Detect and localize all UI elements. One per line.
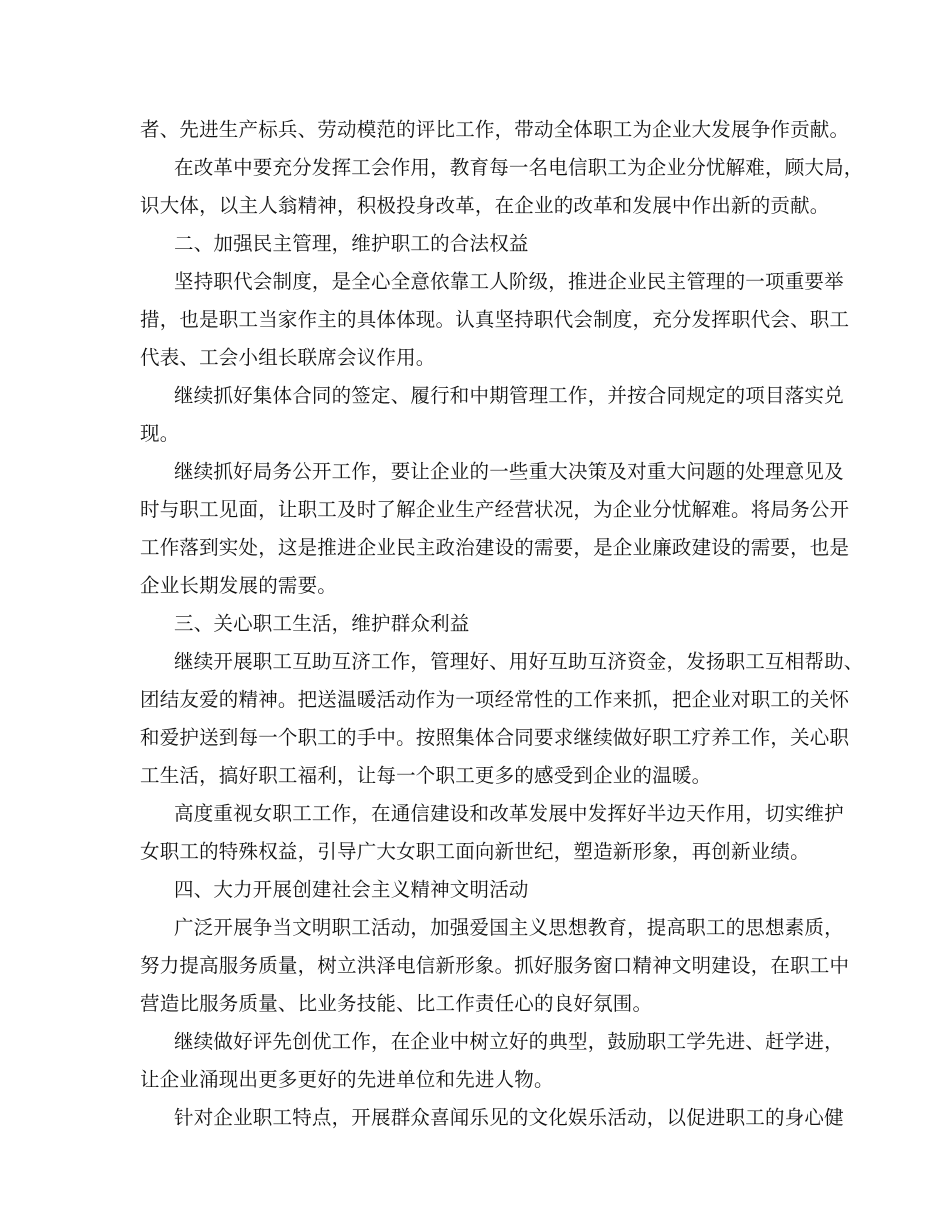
text-line: 让企业涌现出更多更好的先进单位和先进人物。 — [140, 1068, 554, 1091]
text-line: 和爱护送到每一个职工的手中。按照集体合同要求继续做好职工疗养工作，关心职 — [140, 726, 850, 749]
text-line: 代表、工会小组长联席会议作用。 — [140, 346, 436, 369]
text-line: 企业长期发展的需要。 — [140, 574, 338, 597]
paragraph-start-line: 高度重视女职工工作，在通信建设和改革发展中发挥好半边天作用，切实维护 — [174, 802, 844, 825]
text-line: 努力提高服务质量，树立洪泽电信新形象。抓好服务窗口精神文明建设，在职工中 — [140, 954, 850, 977]
section-heading: 四、大力开展创建社会主义精神文明活动 — [174, 878, 529, 901]
text-line: 女职工的特殊权益，引导广大女职工面向新世纪，塑造新形象，再创新业绩。 — [140, 840, 810, 863]
paragraph-start-line: 坚持职代会制度，是全心全意依靠工人阶级，推进企业民主管理的一项重要举 — [174, 270, 844, 293]
text-line: 措，也是职工当家作主的具体体现。认真坚持职代会制度，充分发挥职代会、职工 — [140, 308, 850, 331]
paragraph-start-line: 针对企业职工特点，开展群众喜闻乐见的文化娱乐活动，以促进职工的身心健 — [174, 1106, 844, 1129]
text-line: 者、先进生产标兵、劳动模范的评比工作，带动全体职工为企业大发展争作贡献。 — [140, 118, 850, 141]
paragraph-start-line: 继续做好评先创优工作，在企业中树立好的典型，鼓励职工学先进、赶学进， — [174, 1030, 844, 1053]
text-line: 营造比服务质量、比业务技能、比工作责任心的良好氛围。 — [140, 992, 653, 1015]
text-line: 团结友爱的精神。把送温暖活动作为一项经常性的工作来抓，把企业对职工的关怀 — [140, 688, 850, 711]
paragraph-start-line: 在改革中要充分发挥工会作用，教育每一名电信职工为企业分忧解难，顾大局， — [174, 156, 864, 179]
text-line: 工作落到实处，这是推进企业民主政治建设的需要，是企业廉政建设的需要，也是 — [140, 536, 850, 559]
section-heading: 三、关心职工生活，维护群众利益 — [174, 612, 470, 635]
paragraph-start-line: 继续开展职工互助互济工作，管理好、用好互助互济资金，发扬职工互相帮助、 — [174, 650, 864, 673]
paragraph-start-line: 继续抓好局务公开工作，要让企业的一些重大决策及对重大问题的处理意见及 — [174, 460, 844, 483]
section-heading: 二、加强民主管理，维护职工的合法权益 — [174, 232, 529, 255]
paragraph-start-line: 继续抓好集体合同的签定、履行和中期管理工作，并按合同规定的项目落实兑 — [174, 384, 844, 407]
text-line: 识大体，以主人翁精神，积极投身改革，在企业的改革和发展中作出新的贡献。 — [140, 194, 830, 217]
paragraph-start-line: 广泛开展争当文明职工活动，加强爱国主义思想教育，提高职工的思想素质， — [174, 916, 844, 939]
text-line: 现。 — [140, 422, 180, 445]
text-line: 工生活，搞好职工福利，让每一个职工更多的感受到企业的温暖。 — [140, 764, 712, 787]
text-line: 时与职工见面，让职工及时了解企业生产经营状况，为企业分忧解难。将局务公开 — [140, 498, 850, 521]
